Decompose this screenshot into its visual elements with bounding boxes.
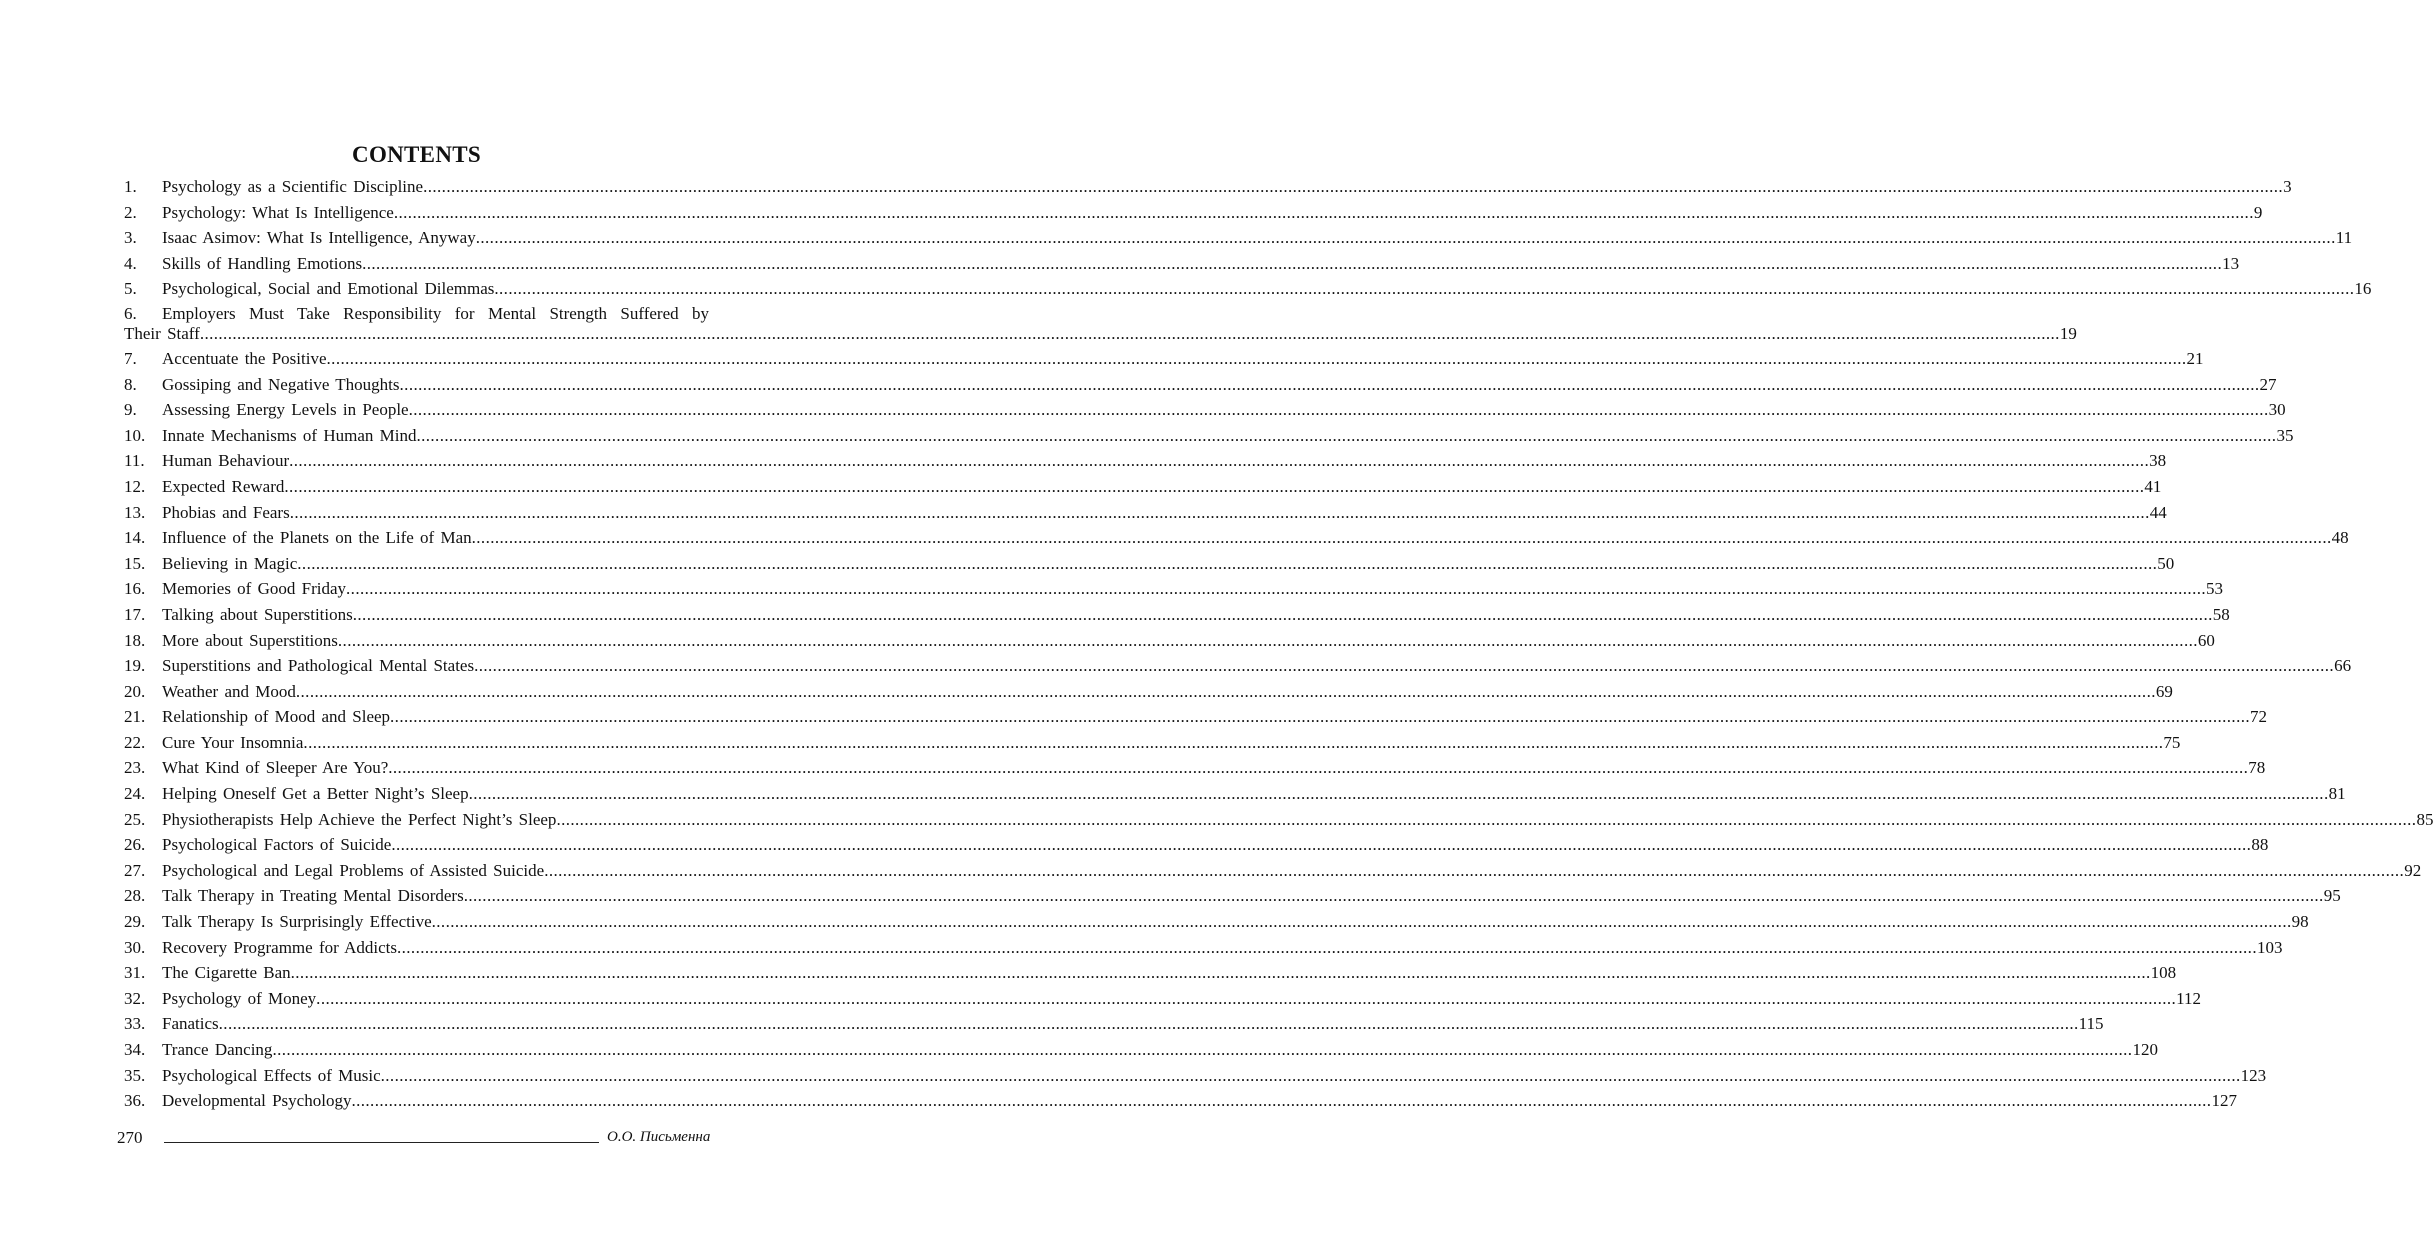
toc-entry-page: 120 xyxy=(2132,1040,2158,1059)
toc-entry-number: 10. xyxy=(124,425,146,445)
toc-entry[interactable] xyxy=(124,346,2204,372)
dot-leader: ................................................................................................................................................................................................................................................................................................................................................................................................................ xyxy=(431,912,2292,932)
toc-entry[interactable] xyxy=(124,423,2294,449)
toc-entry-title: Gossiping and Negative Thoughts xyxy=(162,374,400,394)
toc-entry-title: Talking about Superstitions xyxy=(162,604,353,624)
toc-entry-page: 66 xyxy=(2334,656,2352,676)
toc-entry-title: Talk Therapy Is Surprisingly Effective xyxy=(162,912,432,932)
toc-entry-number: 13. xyxy=(124,502,146,522)
toc-entry-title: Skills of Handling Emotions xyxy=(162,253,363,273)
toc-entry-title: Psychology of Money xyxy=(162,988,317,1008)
toc-entry-page: 21 xyxy=(2186,348,2204,368)
toc-entry[interactable] xyxy=(124,832,2269,858)
toc-entry-number: 22. xyxy=(124,732,146,752)
toc-entry-page: 60 xyxy=(2197,630,2215,650)
toc-entry-page: 35 xyxy=(2276,425,2294,445)
toc-entry-page: 50 xyxy=(2157,553,2175,573)
toc-entry-page: 81 xyxy=(2328,784,2346,804)
toc-entry-number: 18. xyxy=(124,630,146,650)
toc-entry-page: 9 xyxy=(2253,202,2263,222)
toc-entry-number: 11. xyxy=(124,451,145,471)
toc-entry-page: 3 xyxy=(2283,177,2292,196)
toc-entry[interactable] xyxy=(124,730,2181,756)
toc-entry[interactable] xyxy=(124,474,2162,500)
dot-leader: ................................................................................................................................................................................................................................................................................................................................................................................................................ xyxy=(316,988,2177,1008)
toc-entry-page: 95 xyxy=(2323,886,2341,906)
dot-leader: ................................................................................................................................................................................................................................................................................................................................................................................................................ xyxy=(474,656,2335,676)
toc-entry-number: 8. xyxy=(124,374,137,394)
toc-entry-title: Believing in Magic xyxy=(162,553,298,573)
toc-entry-page: 103 xyxy=(2256,937,2283,957)
toc-entry-page: 11 xyxy=(2335,228,2353,248)
toc-entry-page: 27 xyxy=(2259,374,2277,394)
dot-leader: ................................................................................................................................................................................................................................................................................................................................................................................................................ xyxy=(380,1065,2241,1085)
toc-entry-title: Fanatics xyxy=(162,1014,219,1034)
toc-entry-page: 115 xyxy=(2078,1014,2104,1034)
toc-entry-number: 3. xyxy=(124,228,137,248)
dot-leader: ................................................................................................................................................................................................................................................................................................................................................................................................................ xyxy=(284,476,2145,496)
page-title: CONTENTS xyxy=(352,142,481,167)
toc-entry-title: Memories of Good Friday xyxy=(162,579,347,599)
toc-entry-page: 38 xyxy=(2149,451,2167,471)
dot-leader: ................................................................................................................................................................................................................................................................................................................................................................................................................ xyxy=(199,323,2060,343)
toc-entry-title: Trance Dancing xyxy=(162,1040,273,1059)
toc-entry-title: Relationship of Mood and Sleep xyxy=(162,707,391,727)
toc-entry-number: 9. xyxy=(124,400,137,420)
footer-rule xyxy=(164,1142,599,1143)
dot-leader: ................................................................................................................................................................................................................................................................................................................................................................................................................ xyxy=(290,963,2151,983)
toc-entry-number: 35. xyxy=(124,1065,146,1085)
toc-entry-number: 31. xyxy=(124,963,146,983)
toc-entry-title: Psychology as a Scientific Discipline xyxy=(162,177,424,196)
toc-entry-number: 19. xyxy=(124,656,146,676)
toc-entry-number: 12. xyxy=(124,476,146,496)
toc-entry[interactable] xyxy=(124,1037,2158,1063)
dot-leader: ................................................................................................................................................................................................................................................................................................................................................................................................................ xyxy=(362,253,2223,273)
toc-entry[interactable] xyxy=(124,174,2292,200)
dot-leader: ................................................................................................................................................................................................................................................................................................................................................................................................................ xyxy=(346,579,2207,599)
toc-entry-number: 15. xyxy=(124,553,146,573)
dot-leader: ................................................................................................................................................................................................................................................................................................................................................................................................................ xyxy=(463,886,2324,906)
toc-entry-number: 27. xyxy=(124,860,146,880)
toc-entry[interactable] xyxy=(124,960,2177,986)
dot-leader: ................................................................................................................................................................................................................................................................................................................................................................................................................ xyxy=(396,937,2257,957)
toc-entry-page: 19 xyxy=(2059,323,2077,343)
toc-entry-number: 34. xyxy=(124,1040,146,1059)
toc-entry-title: Superstitions and Pathological Mental States xyxy=(162,656,475,676)
toc-entry-title: Recovery Programme for Addicts xyxy=(162,937,397,957)
toc-entry[interactable] xyxy=(124,755,2266,781)
toc-entry-number: 26. xyxy=(124,835,146,855)
toc-entry-page: 127 xyxy=(2211,1091,2237,1111)
dot-leader: ................................................................................................................................................................................................................................................................................................................................................................................................................ xyxy=(351,1091,2212,1111)
toc-entry[interactable] xyxy=(124,576,2224,602)
dot-leader: ................................................................................................................................................................................................................................................................................................................................................................................................................ xyxy=(289,502,2150,522)
toc-entry-number: 29. xyxy=(124,912,146,932)
dot-leader: ................................................................................................................................................................................................................................................................................................................................................................................................................ xyxy=(388,758,2249,778)
toc-entry[interactable] xyxy=(124,935,2283,961)
dot-leader: ................................................................................................................................................................................................................................................................................................................................................................................................................ xyxy=(295,681,2156,701)
toc-entry-number: 24. xyxy=(124,784,146,804)
author-name: О.О. Письменна xyxy=(607,1129,711,1145)
toc-entry-page: 16 xyxy=(2354,279,2372,299)
toc-entry-title: The Cigarette Ban xyxy=(162,963,291,983)
toc-entry-title: Physiotherapists Help Achieve the Perfect Night’s Sleep xyxy=(162,809,557,829)
dot-leader: ................................................................................................................................................................................................................................................................................................................................................................................................................ xyxy=(390,707,2251,727)
toc-entry[interactable] xyxy=(124,858,2422,884)
toc-entry[interactable] xyxy=(124,200,2263,226)
toc-entry-number: 21. xyxy=(124,707,146,727)
toc-entry-title: Developmental Psychology xyxy=(162,1091,352,1111)
dot-leader: ................................................................................................................................................................................................................................................................................................................................................................................................................ xyxy=(475,228,2336,248)
toc-entry-number: 30. xyxy=(124,937,146,957)
toc-entry-number: 33. xyxy=(124,1014,146,1034)
toc-entry-page: 88 xyxy=(2251,835,2269,855)
toc-entry-number: 5. xyxy=(124,279,137,299)
toc-entry-page: 92 xyxy=(2404,860,2422,880)
toc-entry-title: Psychological, Social and Emotional Dilemmas xyxy=(162,279,495,299)
dot-leader: ................................................................................................................................................................................................................................................................................................................................................................................................................ xyxy=(556,809,2417,829)
toc-entry-page: 53 xyxy=(2206,579,2224,599)
dot-leader: ................................................................................................................................................................................................................................................................................................................................................................................................................ xyxy=(408,400,2269,420)
toc-entry[interactable] xyxy=(124,986,2202,1012)
dot-leader: ................................................................................................................................................................................................................................................................................................................................................................................................................ xyxy=(494,279,2355,299)
toc-entry-title: Expected Reward xyxy=(162,476,285,496)
toc-entry-page: 13 xyxy=(2222,253,2240,273)
toc-entry[interactable] xyxy=(124,225,2353,251)
dot-leader: ................................................................................................................................................................................................................................................................................................................................................................................................................ xyxy=(218,1014,2079,1034)
toc-entry[interactable] xyxy=(124,679,2173,705)
toc-entry[interactable] xyxy=(124,1063,2267,1089)
toc-entry-page: 44 xyxy=(2149,502,2167,522)
dot-leader: ................................................................................................................................................................................................................................................................................................................................................................................................................ xyxy=(423,177,2284,196)
toc-entry-number: 20. xyxy=(124,681,146,701)
toc-entry[interactable] xyxy=(124,302,2077,346)
dot-leader: ................................................................................................................................................................................................................................................................................................................................................................................................................ xyxy=(289,451,2150,471)
toc-entry-number: 16. xyxy=(124,579,146,599)
page-footer xyxy=(117,1126,717,1150)
toc-entry-title: Innate Mechanisms of Human Mind xyxy=(162,425,417,445)
toc-entry-title: Their Staff xyxy=(124,323,200,343)
toc-entry[interactable] xyxy=(124,704,2268,730)
toc-entry-page: 48 xyxy=(2331,528,2349,548)
toc-entry[interactable] xyxy=(124,448,2167,474)
dot-leader: ................................................................................................................................................................................................................................................................................................................................................................................................................ xyxy=(303,732,2164,752)
toc-entry-title: Talk Therapy in Treating Mental Disorders xyxy=(162,886,464,906)
toc-entry-title: Weather and Mood xyxy=(162,681,296,701)
toc-entry-number: 36. xyxy=(124,1091,146,1111)
dot-leader: ................................................................................................................................................................................................................................................................................................................................................................................................................ xyxy=(393,202,2254,222)
toc-entry[interactable] xyxy=(124,628,2215,654)
toc-entry-title: Assessing Energy Levels in People xyxy=(162,400,409,420)
toc-entry[interactable] xyxy=(124,602,2230,628)
toc-entry-title: Psychological and Legal Problems of Assisted Suicide xyxy=(162,860,545,880)
dot-leader: ................................................................................................................................................................................................................................................................................................................................................................................................................ xyxy=(272,1040,2133,1059)
toc-entry-title: More about Superstitions xyxy=(162,630,338,650)
toc-entry-page: 112 xyxy=(2176,988,2202,1008)
dot-leader: ................................................................................................................................................................................................................................................................................................................................................................................................................ xyxy=(297,553,2158,573)
toc-entry-title: Accentuate the Positive xyxy=(162,348,327,368)
toc-entry-number: 17. xyxy=(124,604,146,624)
toc-entry[interactable] xyxy=(124,653,2352,679)
toc-entry-title: Phobias and Fears xyxy=(162,502,290,522)
toc-entry-number: 6. xyxy=(124,303,137,323)
table-of-contents xyxy=(124,174,2433,1114)
toc-entry[interactable] xyxy=(124,397,2286,423)
toc-entry-title: Cure Your Insomnia xyxy=(162,732,304,752)
toc-entry-page: 69 xyxy=(2155,681,2173,701)
dot-leader: ................................................................................................................................................................................................................................................................................................................................................................................................................ xyxy=(337,630,2198,650)
toc-entry-page: 41 xyxy=(2144,476,2162,496)
toc-entry-number: 23. xyxy=(124,758,146,778)
toc-entry[interactable] xyxy=(124,1011,2104,1037)
toc-entry-number: 2. xyxy=(124,202,137,222)
dot-leader: ................................................................................................................................................................................................................................................................................................................................................................................................................ xyxy=(326,348,2187,368)
toc-entry-title: Employers Must Take Responsibility for Mental Strength Suffered by xyxy=(162,303,709,323)
toc-entry[interactable] xyxy=(124,1088,2237,1114)
toc-entry-page: 78 xyxy=(2248,758,2266,778)
dot-leader: ................................................................................................................................................................................................................................................................................................................................................................................................................ xyxy=(471,528,2332,548)
toc-entry-title: Influence of the Planets on the Life of Man xyxy=(162,528,472,548)
toc-entry-page: 85 xyxy=(2416,809,2433,829)
toc-entry-page: 123 xyxy=(2240,1065,2267,1085)
toc-entry-page: 72 xyxy=(2250,707,2268,727)
toc-entry-title: Human Behaviour xyxy=(162,451,290,471)
toc-entry-number: 14. xyxy=(124,528,146,548)
toc-entry-page: 30 xyxy=(2268,400,2286,420)
page-number: 270 xyxy=(117,1128,143,1147)
toc-entry-number: 28. xyxy=(124,886,146,906)
dot-leader: ................................................................................................................................................................................................................................................................................................................................................................................................................ xyxy=(416,425,2277,445)
dot-leader: ................................................................................................................................................................................................................................................................................................................................................................................................................ xyxy=(399,374,2260,394)
toc-entry-number: 25. xyxy=(124,809,146,829)
toc-entry[interactable] xyxy=(124,276,2372,302)
dot-leader: ................................................................................................................................................................................................................................................................................................................................................................................................................ xyxy=(544,860,2405,880)
dot-leader: ................................................................................................................................................................................................................................................................................................................................................................................................................ xyxy=(352,604,2213,624)
toc-entry[interactable] xyxy=(124,781,2346,807)
toc-entry-title: Psychological Factors of Suicide xyxy=(162,835,392,855)
toc-entry-number: 32. xyxy=(124,988,146,1008)
dot-leader: ................................................................................................................................................................................................................................................................................................................................................................................................................ xyxy=(391,835,2252,855)
toc-entry[interactable] xyxy=(124,551,2175,577)
toc-entry[interactable] xyxy=(124,251,2240,277)
toc-entry-page: 108 xyxy=(2150,963,2177,983)
toc-entry[interactable] xyxy=(124,500,2167,526)
toc-entry-title: Psychology: What Is Intelligence xyxy=(162,202,394,222)
toc-entry-title: Helping Oneself Get a Better Night’s Sleep xyxy=(162,784,469,804)
toc-entry[interactable] xyxy=(124,807,2433,833)
toc-entry-title: Isaac Asimov: What Is Intelligence, Anyway xyxy=(162,228,476,248)
toc-entry[interactable] xyxy=(124,883,2341,909)
dot-leader: ................................................................................................................................................................................................................................................................................................................................................................................................................ xyxy=(468,784,2329,804)
toc-entry-title: What Kind of Sleeper Are You? xyxy=(162,758,389,778)
toc-entry-page: 75 xyxy=(2163,732,2181,752)
toc-entry[interactable] xyxy=(124,525,2349,551)
toc-entry[interactable] xyxy=(124,372,2277,398)
toc-entry-number: 7. xyxy=(124,348,137,368)
toc-entry-title: Psychological Effects of Music xyxy=(162,1065,381,1085)
toc-entry-number: 1. xyxy=(124,177,137,196)
toc-entry-number: 4. xyxy=(124,253,137,273)
toc-entry[interactable] xyxy=(124,909,2309,935)
toc-entry-page: 58 xyxy=(2212,604,2230,624)
toc-entry-page: 98 xyxy=(2291,912,2309,932)
